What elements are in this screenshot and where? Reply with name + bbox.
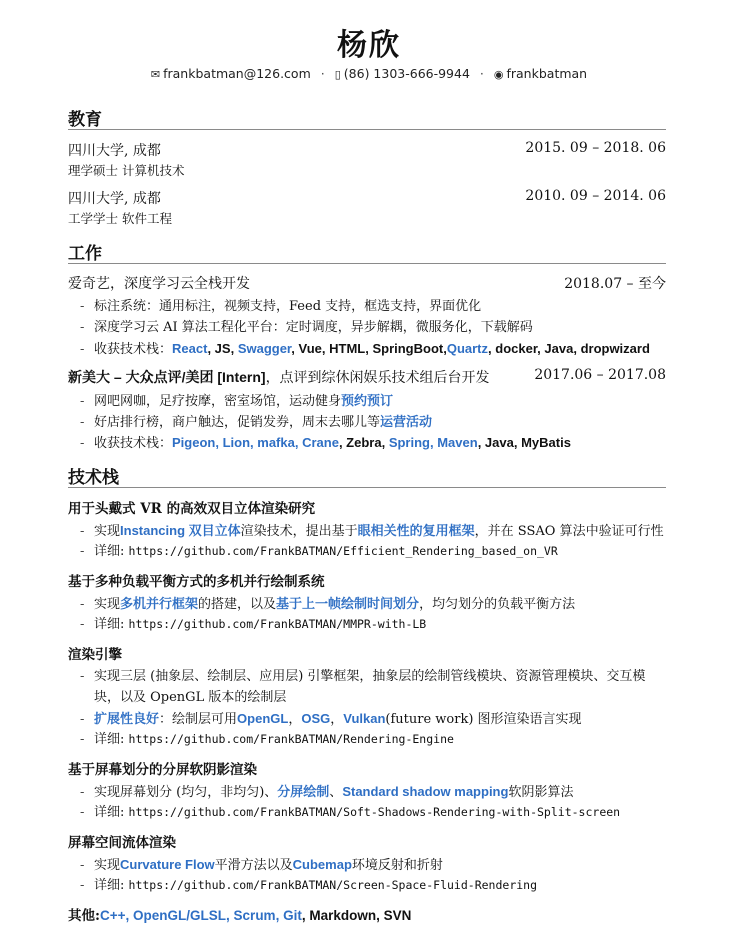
tech-item: docker xyxy=(495,341,538,356)
tech-item: dropwizard xyxy=(580,341,650,356)
job-heading xyxy=(68,273,666,293)
job-company: 新美大 – 大众点评/美团 [Intern] xyxy=(68,369,266,385)
tech-item: React xyxy=(172,341,208,356)
project-title: 屏幕空间流体渲染 xyxy=(68,835,176,851)
bullet-item: - 实现多机并行框架的搭建，以及基于上一帧绘制时间划分，均匀划分的负载平衡方法 xyxy=(80,596,576,612)
tech-item: mafka xyxy=(257,435,295,450)
skill-item: Markdown xyxy=(309,908,377,923)
bullet-item: - 实现屏幕划分 (均匀，非均匀)、分屏绘制、Standard shadow mapping软阴影算法 xyxy=(80,784,574,800)
bullet-item: - 收获技术栈：Pigeon, Lion, mafka, Crane, Zebra, Spring, Maven, Java, MyBatis xyxy=(80,435,571,451)
github-icon: ◉ xyxy=(493,68,504,81)
education-item xyxy=(68,140,666,160)
tech-item: Maven xyxy=(437,435,478,450)
bullet-item: - 实现三层 (抽象层、绘制层、应用层) 引擎框架，抽象层的绘制管线模块、资源管理模块、交互模 xyxy=(80,669,646,684)
section-title-work: 工作 xyxy=(68,244,102,264)
bullet-item: - 深度学习云 AI 算法工程化平台：定时调度，异步解耦，微服务化，下载解码 xyxy=(80,320,533,335)
tech-item: Java xyxy=(544,341,574,356)
tech-item: Quartz xyxy=(446,341,489,356)
project-title: 基于多种负载平衡方式的多机并行绘制系统 xyxy=(68,574,325,590)
job-title: 爱奇艺，深度学习云全栈开发 xyxy=(68,276,250,292)
section-rule xyxy=(68,129,666,130)
date-range: 2015. 09 – 2018. 06 xyxy=(525,140,666,156)
job-heading xyxy=(68,367,666,387)
date-range: 2010. 09 – 2014. 06 xyxy=(525,188,666,204)
bullet-item: - 详细: https://github.com/FrankBATMAN/Soft-Shadows-Rendering-with-Split-screen xyxy=(80,805,621,820)
skill-item: Git xyxy=(283,908,302,923)
bullet-item: - 详细: https://github.com/FrankBATMAN/Efficient_Rendering_based_on_VR xyxy=(80,544,558,559)
tech-item: JS xyxy=(214,341,231,356)
tech-item: Swagger xyxy=(237,341,292,356)
section-title-tech: 技术栈 xyxy=(68,468,119,488)
tech-item: SpringBoot xyxy=(372,341,444,356)
section-rule xyxy=(68,263,666,264)
tech-item: MyBatis xyxy=(521,435,571,450)
skill-item: SVN xyxy=(383,908,412,923)
project-title: 渲染引擎 xyxy=(68,647,122,663)
tech-item: Vue xyxy=(298,341,322,356)
repo-url[interactable]: https://github.com/FrankBATMAN/Rendering-Engine xyxy=(128,732,454,746)
skill-item: C++ xyxy=(99,908,126,923)
bullet-continuation: 块，以及 OpenGL 版本的绘制层 xyxy=(94,690,287,705)
bullet-item: - 好店排行榜，商户触达，促销发券，周末去哪儿等运营活动 xyxy=(80,414,433,430)
section-title-education: 教育 xyxy=(68,110,102,130)
tech-item: Zebra xyxy=(346,435,382,450)
tech-item: Pigeon xyxy=(172,435,216,450)
bullet-item: - 详细: https://github.com/FrankBATMAN/Screen-Space-Fluid-Rendering xyxy=(80,878,538,893)
school-name: 四川大学, 成都 xyxy=(68,191,161,207)
repo-url[interactable]: https://github.com/FrankBATMAN/Screen-Space-Fluid-Rendering xyxy=(128,878,538,892)
phone-icon: ▯ xyxy=(334,68,341,81)
section-rule xyxy=(68,487,666,488)
bullet-item: - 扩展性良好：绘制层可用OpenGL，OSG，Vulkan(future work) 图形渲染语言实现 xyxy=(80,711,582,727)
education-item xyxy=(68,188,666,208)
project-title: 用于头戴式 VR 的高效双目立体渲染研究 xyxy=(68,501,316,517)
degree: 理学硕士 计算机技术 xyxy=(68,163,185,178)
repo-url[interactable]: https://github.com/FrankBATMAN/Soft-Shadows-Rendering-with-Split-screen xyxy=(128,805,621,819)
github-link[interactable]: frankbatman xyxy=(506,66,588,81)
repo-url[interactable]: https://github.com/FrankBATMAN/MMPR-with-LB xyxy=(128,617,427,631)
bullet-item: - 标注系统：通用标注，视频支持，Feed 支持，框选支持，界面优化 xyxy=(80,299,482,314)
other-skills: 其他:C++, OpenGL/GLSL, Scrum, Git, Markdown, SVN xyxy=(68,908,412,924)
bullet-item: - 详细: https://github.com/FrankBATMAN/Rendering-Engine xyxy=(80,732,454,747)
bullet-item: - 网吧网咖，足疗按摩，密室场馆，运动健身预约预订 xyxy=(80,393,394,409)
phone-text: (86) 1303-666-9944 xyxy=(343,66,470,81)
resume-name: 杨欣 xyxy=(337,28,401,63)
date-range: 2018.07 – 至今 xyxy=(564,276,666,292)
tech-item: Java xyxy=(484,435,514,450)
job-title: ，点评到综休闲娱乐技术组后台开发 xyxy=(265,370,490,386)
mail-icon: ✉ xyxy=(150,68,161,81)
skill-item: OpenGL/GLSL xyxy=(133,908,227,923)
email-link[interactable]: frankbatman@126.com xyxy=(163,66,311,81)
contact-line xyxy=(0,66,738,81)
bullet-item: - 详细: https://github.com/FrankBATMAN/MMPR-with-LB xyxy=(80,617,427,632)
skill-item: Scrum xyxy=(233,908,276,923)
tech-item: Lion xyxy=(222,435,251,450)
contact-separator: · xyxy=(479,66,484,81)
bullet-item: - 实现Curvature Flow平滑方法以及Cubemap环境反射和折射 xyxy=(80,857,443,873)
school-name: 四川大学, 成都 xyxy=(68,143,161,159)
tech-item: Crane xyxy=(302,435,339,450)
bullet-item: - 收获技术栈：React, JS, Swagger, Vue, HTML, SpringBoot,Quartz, docker, Java, dropwizard xyxy=(80,341,650,357)
bullet-item: - 实现Instancing 双目立体渲染技术，提出基于眼相关性的复用框架，并在 SSAO 算法中验证可行性 xyxy=(80,523,664,539)
date-range: 2017.06 – 2017.08 xyxy=(534,367,666,383)
tech-item: Spring xyxy=(388,435,430,450)
repo-url[interactable]: https://github.com/FrankBATMAN/Efficient_Rendering_based_on_VR xyxy=(128,544,558,558)
project-title: 基于屏幕划分的分屏软阴影渲染 xyxy=(68,762,257,778)
degree: 工学学士 软件工程 xyxy=(68,211,172,226)
contact-separator: · xyxy=(320,66,325,81)
tech-item: HTML xyxy=(329,341,366,356)
